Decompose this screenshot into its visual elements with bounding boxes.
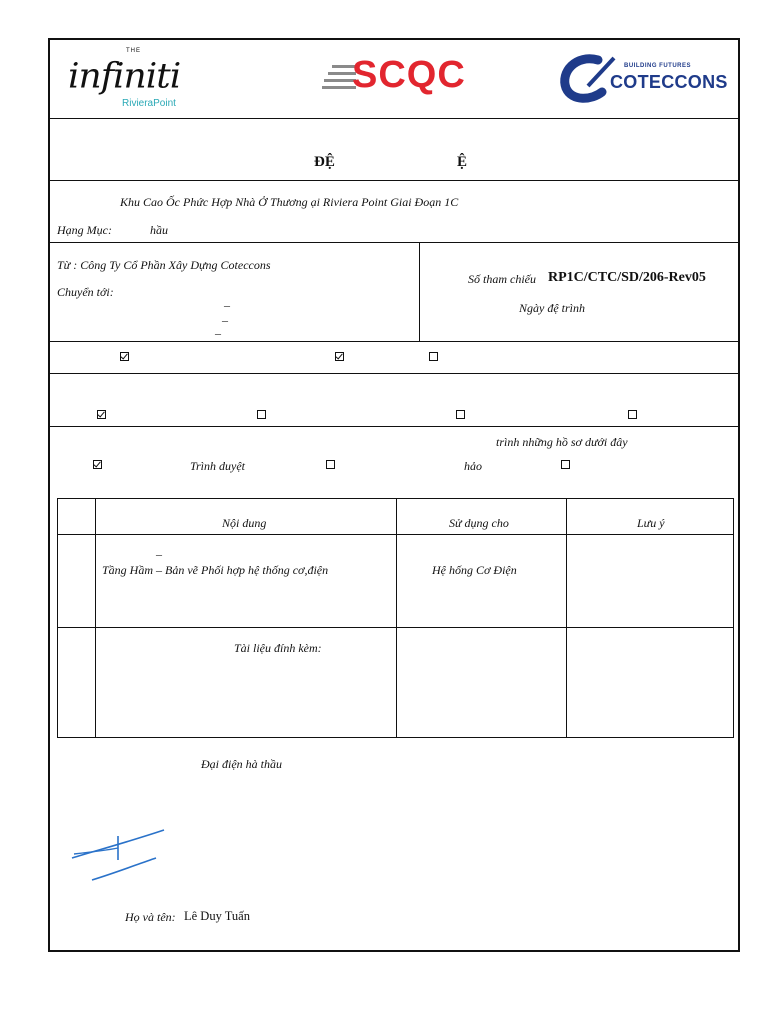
ref-value: RP1C/CTC/SD/206-Rev05 bbox=[548, 270, 706, 285]
divider bbox=[50, 341, 738, 342]
submittal-form bbox=[48, 38, 740, 952]
divider bbox=[50, 373, 738, 374]
checkbox-checked-icon[interactable] bbox=[93, 460, 102, 469]
table-row-divider bbox=[58, 627, 733, 628]
date-label: Ngày đệ trình bbox=[519, 301, 585, 315]
to-dash: – bbox=[215, 326, 221, 340]
checkbox-checked-icon[interactable] bbox=[97, 410, 106, 419]
divider bbox=[419, 242, 420, 341]
attachments-label: Tài liệu đính kèm: bbox=[234, 641, 322, 655]
infiniti-logo bbox=[68, 48, 208, 110]
checkbox-empty-icon[interactable] bbox=[456, 410, 465, 419]
project-line: Khu Cao Ốc Phức Hợp Nhà Ở Thương ại Riviera Point Giai Đoạn 1C bbox=[120, 195, 459, 209]
table-header-note: Lưu ý bbox=[637, 516, 665, 530]
ref-label: Số tham chiếu bbox=[468, 272, 536, 286]
hang-muc-label: Hạng Mục: bbox=[57, 223, 112, 237]
divider bbox=[50, 426, 738, 427]
signature-mark bbox=[68, 824, 178, 888]
table-header-use: Sử dụng cho bbox=[449, 516, 509, 530]
checkbox-checked-icon[interactable] bbox=[335, 352, 344, 361]
table-header-content: Nội dung bbox=[222, 516, 267, 530]
checkbox-empty-icon[interactable] bbox=[561, 460, 570, 469]
checkbox-empty-icon[interactable] bbox=[326, 460, 335, 469]
title-left: ĐỆ bbox=[314, 154, 335, 170]
riviera-point-text: RivieraPoint bbox=[122, 98, 176, 109]
trinh-duyet-label: Trình duyệt bbox=[190, 459, 246, 473]
to-label: Chuyển tới: bbox=[57, 285, 114, 299]
checkbox-checked-icon[interactable] bbox=[120, 352, 129, 361]
divider bbox=[50, 180, 738, 181]
checkbox-empty-icon[interactable] bbox=[257, 410, 266, 419]
signer-name: Lê Duy Tuấn bbox=[184, 909, 250, 923]
scqc-logo bbox=[322, 56, 482, 100]
hao-label: hảo bbox=[464, 459, 482, 473]
checkbox-empty-icon[interactable] bbox=[628, 410, 637, 419]
table-row-dash: – bbox=[156, 547, 162, 561]
items-table bbox=[57, 498, 734, 738]
from-text: Từ : Công Ty Cổ Phần Xây Dựng Coteccons bbox=[57, 258, 271, 272]
divider bbox=[50, 242, 738, 243]
checkbox-empty-icon[interactable] bbox=[429, 352, 438, 361]
table-row-use: Hệ hống Cơ Điện bbox=[432, 563, 517, 577]
to-dash: – bbox=[224, 298, 230, 312]
coteccons-tagline: BUILDING FUTURES bbox=[624, 63, 691, 69]
scqc-brand-text: SCQC bbox=[352, 54, 466, 96]
submit-note: trình những hồ sơ dưới đây bbox=[496, 435, 628, 449]
to-dash: – bbox=[222, 313, 228, 327]
table-row-content: Tầng Hầm – Bản vẽ Phối hợp hệ thống cơ,điện bbox=[102, 563, 329, 577]
infiniti-the-text: THE bbox=[126, 48, 141, 54]
name-label: Họ và tên: bbox=[125, 910, 176, 924]
coteccons-c-icon bbox=[558, 52, 618, 104]
scqc-stripe-icon bbox=[322, 86, 356, 89]
hang-muc-value: hầu bbox=[150, 223, 168, 237]
coteccons-logo bbox=[558, 50, 736, 106]
infiniti-brand-text: infiniti bbox=[68, 57, 181, 96]
divider bbox=[50, 118, 738, 119]
coteccons-brand-text: COTECCONS bbox=[610, 72, 728, 92]
contractor-rep-label: Đại điện hà thầu bbox=[201, 757, 282, 771]
table-row-divider bbox=[58, 534, 733, 535]
title-right: Ệ bbox=[457, 154, 468, 170]
